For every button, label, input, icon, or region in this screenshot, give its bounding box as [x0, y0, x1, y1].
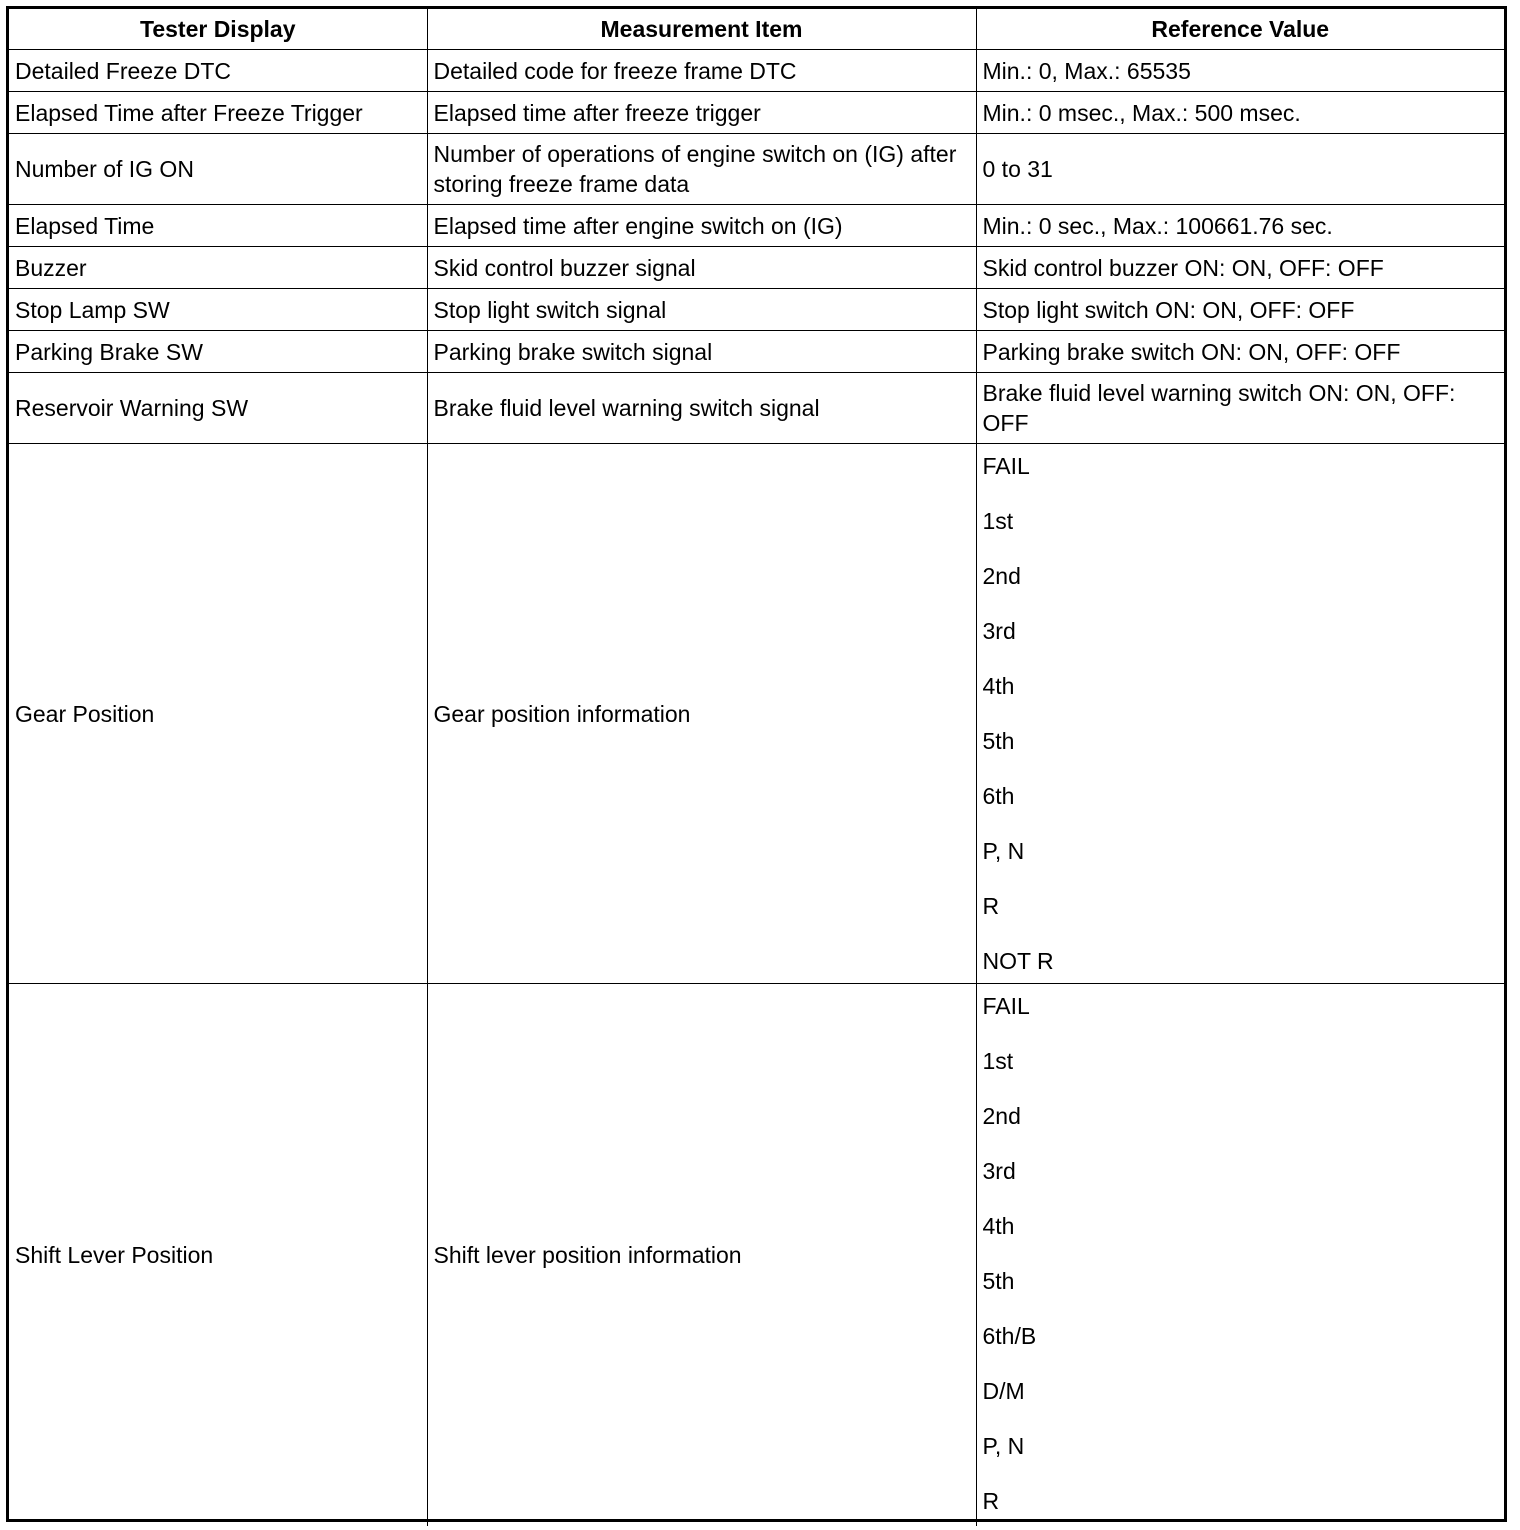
reference-value-item: 6th/B — [982, 1323, 1037, 1349]
measurement-item-cell: Stop light switch signal — [427, 289, 976, 331]
reference-value-item: 4th — [982, 1213, 1015, 1239]
reference-value-item: 1st — [982, 1048, 1014, 1074]
tester-display-cell: Reservoir Warning SW — [9, 373, 427, 444]
tester-display-cell: Number of IG ON — [9, 134, 427, 205]
tester-display-cell: Elapsed Time — [9, 205, 427, 247]
header-reference-value: Reference Value — [976, 9, 1504, 50]
reference-value-item: P, N — [982, 838, 1025, 864]
reference-value-cell: Parking brake switch ON: ON, OFF: OFF — [976, 331, 1504, 373]
table-row — [9, 247, 1504, 289]
reference-value-item: 2nd — [982, 563, 1021, 589]
table-row — [9, 331, 1504, 373]
data-list-table-frame — [6, 6, 1507, 1522]
measurement-item-cell: Brake fluid level warning switch signal — [427, 373, 976, 444]
reference-value-item: P, N — [982, 1433, 1025, 1459]
reference-value-cell: 0 to 31 — [976, 134, 1504, 205]
tester-display-cell: Buzzer — [9, 247, 427, 289]
reference-value-cell — [976, 444, 1504, 984]
header-tester-display: Tester Display — [9, 9, 427, 50]
measurement-item-cell: Number of operations of engine switch on (IG) after storing freeze frame data — [427, 134, 976, 205]
table-row — [9, 205, 1504, 247]
reference-value-item: NOT R — [982, 948, 1054, 974]
reference-value-cell: Stop light switch ON: ON, OFF: OFF — [976, 289, 1504, 331]
tester-display-cell: Detailed Freeze DTC — [9, 50, 427, 92]
tester-display-cell: Shift Lever Position — [9, 984, 427, 1527]
measurement-item-cell: Detailed code for freeze frame DTC — [427, 50, 976, 92]
table-row — [9, 50, 1504, 92]
tester-display-cell: Stop Lamp SW — [9, 289, 427, 331]
table-row — [9, 92, 1504, 134]
reference-value-item: FAIL — [982, 993, 1030, 1019]
reference-value-item: FAIL — [982, 453, 1030, 479]
reference-value-item: 1st — [982, 508, 1014, 534]
reference-value-cell: Brake fluid level warning switch ON: ON, OFF: OFF — [976, 373, 1504, 444]
reference-value-cell: Min.: 0 msec., Max.: 500 msec. — [976, 92, 1504, 134]
reference-value-item: D/M — [982, 1378, 1025, 1404]
gear-position-values — [983, 444, 1499, 983]
reference-value-item: 2nd — [982, 1103, 1021, 1129]
measurement-item-cell: Parking brake switch signal — [427, 331, 976, 373]
tester-display-cell: Gear Position — [9, 444, 427, 984]
reference-value-item: 3rd — [982, 1158, 1016, 1184]
reference-value-cell: Min.: 0, Max.: 65535 — [976, 50, 1504, 92]
data-list-table — [9, 9, 1504, 1526]
reference-value-item: 6th — [982, 783, 1015, 809]
reference-value-cell: Skid control buzzer ON: ON, OFF: OFF — [976, 247, 1504, 289]
reference-value-cell — [976, 984, 1504, 1527]
measurement-item-cell: Gear position information — [427, 444, 976, 984]
table-row — [9, 444, 1504, 984]
measurement-item-cell: Skid control buzzer signal — [427, 247, 976, 289]
measurement-item-cell: Elapsed time after freeze trigger — [427, 92, 976, 134]
tester-display-cell: Parking Brake SW — [9, 331, 427, 373]
shift-lever-position-values — [983, 984, 1499, 1526]
table-row — [9, 984, 1504, 1527]
reference-value-item: 3rd — [982, 618, 1016, 644]
table-row — [9, 134, 1504, 205]
header-row — [9, 9, 1504, 50]
table-row — [9, 289, 1504, 331]
reference-value-item: R — [982, 893, 1000, 919]
reference-value-item: R — [982, 1488, 1000, 1514]
reference-value-cell: Min.: 0 sec., Max.: 100661.76 sec. — [976, 205, 1504, 247]
tester-display-cell: Elapsed Time after Freeze Trigger — [9, 92, 427, 134]
measurement-item-cell: Shift lever position information — [427, 984, 976, 1527]
measurement-item-cell: Elapsed time after engine switch on (IG) — [427, 205, 976, 247]
reference-value-item: 5th — [982, 728, 1015, 754]
reference-value-item: 5th — [982, 1268, 1015, 1294]
table-row — [9, 373, 1504, 444]
header-measurement-item: Measurement Item — [427, 9, 976, 50]
reference-value-item: 4th — [982, 673, 1015, 699]
